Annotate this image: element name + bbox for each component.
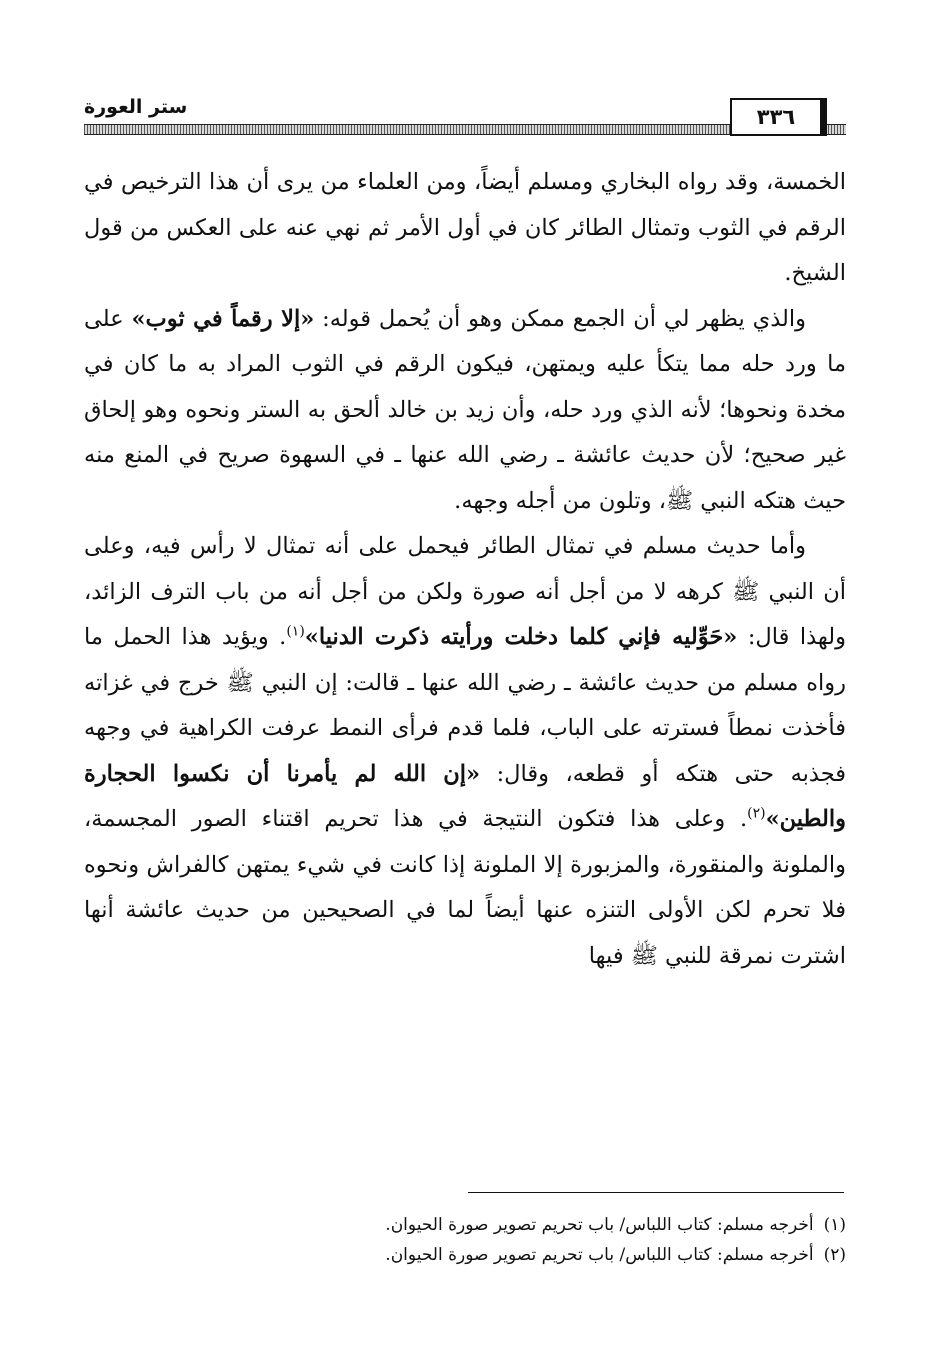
footnote-number: (١) — [823, 1215, 846, 1235]
footnote-text: أخرجه مسلم: كتاب اللباس/ باب تحريم تصوير صورة الحيوان. — [385, 1215, 814, 1235]
hadith-quote: «إلا رقماً في ثوب» — [131, 305, 315, 332]
text-segment: على ما ورد حله مما يتكأ عليه ويمتهن، فيكون الرقم في الثوب المراد به ما كان في مخدة ونحوها؛ لأنه الذي ورد حله، وأن زيد بن خالد ألحق به الستر ونحوه وهو إلحاق غير صحيح؛ لأن حديث عائشة ـ رضي الله عنها ـ في السهوة صريح في المنع منه حيث هتكه النبي ﷺ، وتلون من أجله وجهه. — [84, 305, 846, 514]
footnote-number: (٢) — [823, 1245, 846, 1265]
footnote — [84, 1210, 846, 1240]
footnote — [84, 1240, 846, 1270]
text-segment: . ويؤيد هذا الحمل ما رواه مسلم من حديث عائشة ـ رضي الله عنها ـ قالت: إن النبي ﷺ خرج في غزاته فأخذت نمطاً فسترته على الباب، فلما قدم فرأى النمط عرفت الكراهية في وجهه فجذبه حتى هتكه أو قطعه، وقال: — [84, 624, 846, 787]
footnote-ref: (٢) — [747, 805, 766, 822]
text-segment: . وعلى هذا فتكون النتيجة في هذا تحريم اقتناء الصور المجسمة، والملونة والمنقورة، والمزبورة إلا الملونة إذا كانت في شيء يمتهن كالفراش ونحوه فلا تحرم لكن الأولى التنزه عنها أيضاً لما في الصحيحين من حديث عائشة أنها اشترت نمرقة للنبي ﷺ فيها — [84, 806, 846, 969]
footnote-text: أخرجه مسلم: كتاب اللباس/ باب تحريم تصوير صورة الحيوان. — [385, 1245, 814, 1265]
running-title: ستر العورة — [84, 96, 188, 118]
page-number: ٣٣٦ — [730, 98, 822, 136]
text-segment: وأما حديث مسلم في تمثال الطائر فيحمل على أنه تمثال لا رأس فيه، وعلى أن النبي ﷺ كرهه لا من أجل أنه صورة ولكن من أجل أنه من باب الترف الزائد، ولهذا قال: — [84, 533, 846, 650]
page-header — [84, 82, 846, 142]
paragraph — [84, 297, 846, 525]
paragraph — [84, 524, 846, 979]
footnote-separator — [468, 1192, 844, 1193]
hadith-quote: «إن الله لم يأمرنا أن نكسوا الحجارة والطين» — [84, 760, 846, 832]
main-text — [84, 160, 846, 979]
text-segment: والذي يظهر لي أن الجمع ممكن وهو أن يُحمل قوله: — [314, 305, 806, 332]
footnote-ref: (١) — [286, 623, 305, 640]
hadith-quote: «حَوِّليه فإني كلما دخلت ورأيته ذكرت الدنيا» — [304, 624, 738, 650]
text-segment: الخمسة، وقد رواه البخاري ومسلم أيضاً، ومن العلماء من يرى أن هذا الترخيص في الرقم في الثوب وتمثال الطائر كان في أول الأمر ثم نهي عنه على العكس من قول الشيخ. — [84, 169, 846, 286]
paragraph — [84, 160, 846, 297]
footnotes — [84, 1210, 846, 1270]
